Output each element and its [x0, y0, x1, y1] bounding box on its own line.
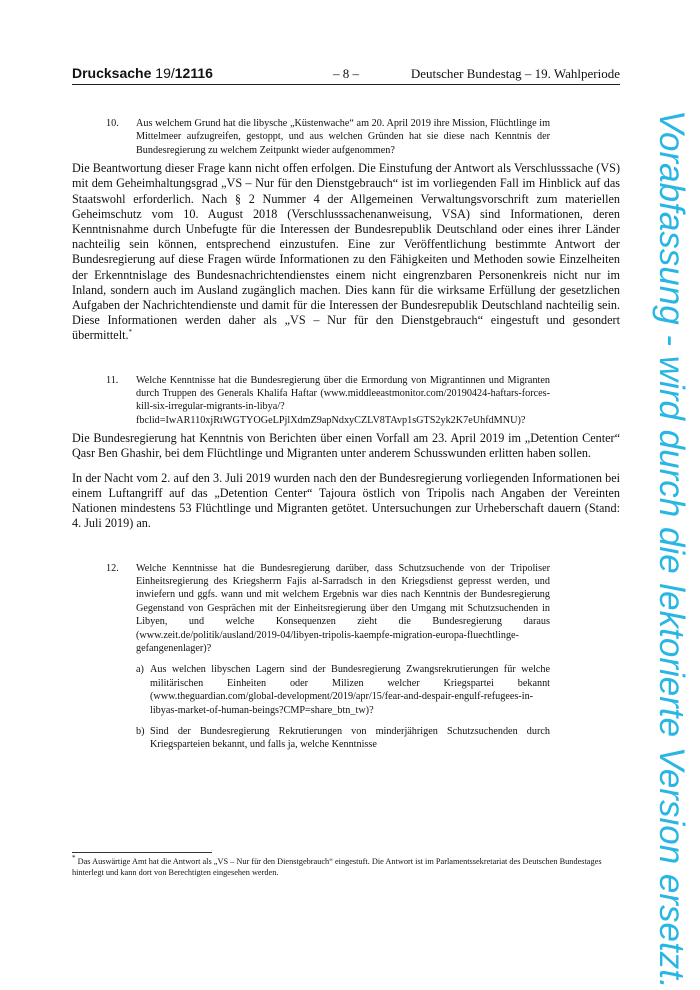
- sub-question-text: Sind der Bundesregierung Rekrutierungen von minderjährigen Schutzsuchenden durch Kriegsparteien bekannt, und falls ja, welche Kenntnisse: [150, 725, 550, 751]
- page-content: [72, 117, 620, 752]
- sub-question-label: a): [136, 664, 144, 676]
- drucksache-label: Drucksache: [72, 65, 152, 81]
- question-12: [72, 562, 620, 656]
- footnote-marker: *: [72, 854, 76, 863]
- sub-question-text: Aus welchen libyschen Lagern sind der Bundesregierung Zwangsrekrutierungen für welche militärischen Einheiten oder Milizen welcher Kriegspartei bekannt (www.theguardian.com/global-development/2019/apr/15/fear-and-despair-engulf-refugees-in-libyas-market-of-human-beings?CMP=share_btn_tw)?: [150, 664, 550, 716]
- page-header: [72, 66, 620, 85]
- question-11: [72, 374, 620, 428]
- question-number: 12.: [106, 562, 119, 574]
- answer-11-paragraph-1: Die Bundesregierung hat Kenntnis von Berichten über einen Vorfall am 23. April 2019 im „Detention Center“ Qasr Ben Ghashir, bei dem Flüchtlinge und Migranten unter anderem Schusswunden erlitten haben sollen.: [72, 431, 620, 461]
- footnote-text: Das Auswärtige Amt hat die Antwort als „VS – Nur für den Dienstgebrauch“ eingestuft. Die Antwort ist im Parlamentssekretariat des Deutschen Bundestages hinterlegt und kann dort von Berechtigten eingesehen werden.: [72, 857, 602, 877]
- answer-10: [72, 161, 620, 343]
- question-text: Welche Kenntnisse hat die Bundesregierung über die Ermordung von Migrantinnen und Migranten durch Truppen des Generals Khalifa Haftar (www.middleeastmonitor.com/20190424-haftars-forces-kill-six-irregular-migrants-in-libya/?fbclid=IwAR110xjRtWGTYOGeLPjlXdmZ9apNdxyCZLV8TAvp1sGTS2yk2K7eUhfdMNU)?: [136, 374, 550, 426]
- parliament-label: Deutscher Bundestag – 19. Wahlperiode: [410, 66, 620, 81]
- sub-question-label: b): [136, 725, 145, 737]
- drucksache-number: 12116: [174, 65, 213, 81]
- question-12-sub-a: [136, 663, 620, 717]
- draft-watermark: Vorabfassung - wird durch die lektorierte Version ersetzt.: [652, 110, 691, 989]
- footnote-divider: [72, 852, 212, 853]
- footnote: [72, 856, 620, 878]
- question-number: 10.: [106, 118, 119, 129]
- question-text: Aus welchem Grund hat die libysche „Küstenwache“ am 20. April 2019 ihre Mission, Flüchtlinge im Mittelmeer aufzugreifen, gestoppt, und aus welchen Gründen hat sie diese nach Kenntnis der Bundesregierung zu welchem Zeitpunkt wieder aufgenommen?: [136, 118, 550, 156]
- question-number: 11.: [106, 374, 119, 386]
- question-text: Welche Kenntnisse hat die Bundesregierung darüber, dass Schutzsuchende von der Tripoliser Einheitsregierung des Kriegsherrn Fajis al-Sarradsch in den Kriegsdienst gepresst werden, und inwiefern und ggfs. wann und mit welchem Ergebnis war dies nach Kenntnis der Bundesregierung Gegenstand von Gesprächen mit der Einheitsregierung über den Umgang mit Schutzsuchenden in Libyen, und welche Konsequenzen zieht die Bundesregierung daraus (www.zeit.de/politik/ausland/2019-04/libyen-tripolis-kaempfe-migration-europa-fluechtlinge-gefangenenlager)?: [136, 562, 550, 654]
- drucksache-number-prefix: 19/: [155, 65, 175, 81]
- page-number: – 8 –: [333, 66, 359, 81]
- answer-text: Die Beantwortung dieser Frage kann nicht offen erfolgen. Die Einstufung der Antwort als Verschlusssache (VS) mit dem Geheimhaltungsgrad „VS – Nur für den Dienstgebrauch“ ist im vorliegenden Fall im Hinblick auf das Staatswohl erforderlich. Nach § 2 Nummer 4 der Allgemeinen Verwaltungsvorschrift zum materiellen Geheimschutz vom 10. August 2018 (Verschlusssachenanweisung, VSA) sind Informationen, deren Kenntnisnahme durch Unbefugte für die Interessen der Bundesrepublik Deutschland oder eines ihrer Länder nachteilig sein können, entsprechend einzustufen. Eine zur Veröffentlichung bestimmte Antwort der Bundesregierung auf diese Fragen würde Informationen zu den Fähigkeiten und Methoden sowie Einzelheiten der Erkenntnislage des Bundesnachrichtendienstes einem nicht eingrenzbaren Personenkreis nicht nur im Inland, sondern auch im Ausland zugänglich machen. Dies kann für die wirksame Erfüllung der gesetzlichen Aufgaben der Nachrichtendienste und damit für die Interessen der Bundesrepublik Deutschland nachteilig sein. Diese Informationen werden daher als „VS – Nur für den Dienstgebrauch“ eingestuft und gesondert übermittelt.: [72, 161, 620, 343]
- footnote-marker: *: [128, 328, 133, 337]
- question-10: [72, 117, 620, 157]
- question-12-sub-b: [136, 725, 620, 752]
- answer-11-paragraph-2: In der Nacht vom 2. auf den 3. Juli 2019 wurden nach den der Bundesregierung vorliegenden Informationen bei einem Luftangriff auf das „Detention Center“ Tajoura östlich von Tripolis nach Angaben der Vereinten Nationen mindestens 53 Flüchtlinge und Migranten getötet. Untersuchungen zur Urheberschaft dauern (Stand: 4. Juli 2019) an.: [72, 470, 620, 531]
